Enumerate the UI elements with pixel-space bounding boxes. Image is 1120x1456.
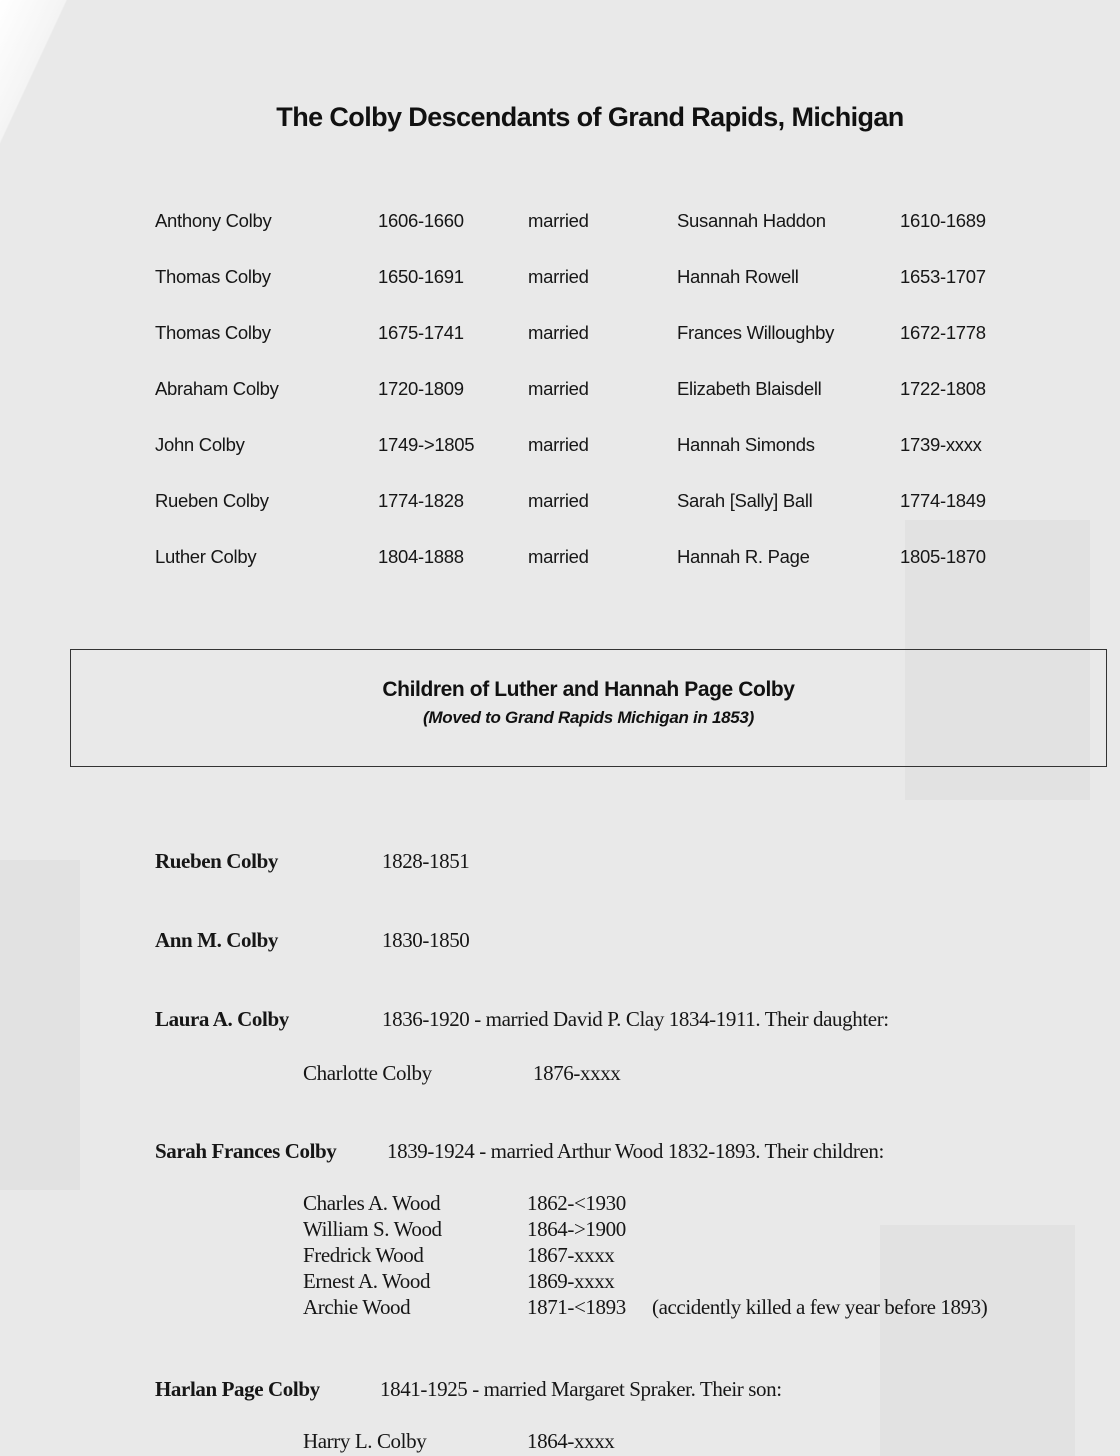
child-name: Harlan Page Colby bbox=[155, 1377, 320, 1401]
person-name: Anthony Colby bbox=[155, 210, 272, 231]
bleed-through-image bbox=[880, 1225, 1075, 1456]
child-name: Ann M. Colby bbox=[155, 928, 278, 952]
relation-label: married bbox=[528, 546, 589, 567]
spouse-name: Hannah Simonds bbox=[677, 434, 815, 455]
page-title: The Colby Descendants of Grand Rapids, Michigan bbox=[276, 102, 904, 132]
grandchild-dates: 1876-xxxx bbox=[533, 1061, 621, 1085]
relation-label: married bbox=[528, 378, 589, 399]
child-name: Sarah Frances Colby bbox=[155, 1139, 337, 1163]
person-dates: 1606-1660 bbox=[378, 210, 464, 231]
person-name: Abraham Colby bbox=[155, 378, 279, 399]
relation-label: married bbox=[528, 210, 589, 231]
grandchild-name: Ernest A. Wood bbox=[303, 1269, 431, 1293]
relation-label: married bbox=[528, 266, 589, 287]
person-name: Rueben Colby bbox=[155, 490, 269, 511]
person-dates: 1720-1809 bbox=[378, 378, 464, 399]
grandchild-dates: 1864->1900 bbox=[527, 1217, 626, 1241]
spouse-name: Hannah Rowell bbox=[677, 266, 799, 287]
person-dates: 1650-1691 bbox=[378, 266, 464, 287]
child-name: Rueben Colby bbox=[155, 849, 278, 873]
grandchild-dates: 1862-<1930 bbox=[527, 1191, 626, 1215]
children-heading-box bbox=[70, 649, 1107, 767]
page-corner-fold bbox=[0, 0, 90, 160]
person-dates: 1749->1805 bbox=[378, 434, 475, 455]
grandchild-name: Charlotte Colby bbox=[303, 1061, 432, 1085]
grandchild-name: Harry L. Colby bbox=[303, 1429, 427, 1453]
grandchild-dates: 1864-xxxx bbox=[527, 1429, 615, 1453]
person-name: Thomas Colby bbox=[155, 322, 271, 343]
spouse-dates: 1774-1849 bbox=[900, 490, 986, 511]
grandchild-dates: 1871-<1893 bbox=[527, 1295, 626, 1319]
person-name: Thomas Colby bbox=[155, 266, 271, 287]
spouse-dates: 1722-1808 bbox=[900, 378, 986, 399]
child-details: 1839-1924 - married Arthur Wood 1832-1893. Their children: bbox=[387, 1139, 884, 1163]
spouse-name: Elizabeth Blaisdell bbox=[677, 378, 822, 399]
children-subheading: (Moved to Grand Rapids Michigan in 1853) bbox=[423, 708, 754, 727]
child-details: 1828-1851 bbox=[382, 849, 470, 873]
bleed-through-image bbox=[0, 860, 80, 1190]
child-details: 1836-1920 - married David P. Clay 1834-1911. Their daughter: bbox=[382, 1007, 889, 1031]
grandchild-name: Archie Wood bbox=[303, 1295, 411, 1319]
spouse-dates: 1610-1689 bbox=[900, 210, 986, 231]
person-name: John Colby bbox=[155, 434, 245, 455]
spouse-name: Susannah Haddon bbox=[677, 210, 826, 231]
spouse-name: Frances Willoughby bbox=[677, 322, 835, 343]
child-details: 1830-1850 bbox=[382, 928, 470, 952]
grandchild-name: William S. Wood bbox=[303, 1217, 442, 1241]
spouse-dates: 1805-1870 bbox=[900, 546, 986, 567]
grandchild-dates: 1867-xxxx bbox=[527, 1243, 615, 1267]
relation-label: married bbox=[528, 490, 589, 511]
person-name: Luther Colby bbox=[155, 546, 257, 567]
relation-label: married bbox=[528, 434, 589, 455]
relation-label: married bbox=[528, 322, 589, 343]
grandchild-dates: 1869-xxxx bbox=[527, 1269, 615, 1293]
spouse-dates: 1739-xxxx bbox=[900, 434, 982, 455]
person-dates: 1804-1888 bbox=[378, 546, 464, 567]
child-name: Laura A. Colby bbox=[155, 1007, 289, 1031]
grandchild-name: Fredrick Wood bbox=[303, 1243, 424, 1267]
grandchild-note: (accidently killed a few year before 1893) bbox=[652, 1295, 988, 1319]
spouse-dates: 1653-1707 bbox=[900, 266, 986, 287]
grandchild-name: Charles A. Wood bbox=[303, 1191, 441, 1215]
spouse-name: Sarah [Sally] Ball bbox=[677, 490, 813, 511]
child-details: 1841-1925 - married Margaret Spraker. Their son: bbox=[380, 1377, 782, 1401]
spouse-dates: 1672-1778 bbox=[900, 322, 986, 343]
children-heading: Children of Luther and Hannah Page Colby bbox=[382, 678, 795, 701]
person-dates: 1675-1741 bbox=[378, 322, 464, 343]
spouse-name: Hannah R. Page bbox=[677, 546, 810, 567]
person-dates: 1774-1828 bbox=[378, 490, 464, 511]
